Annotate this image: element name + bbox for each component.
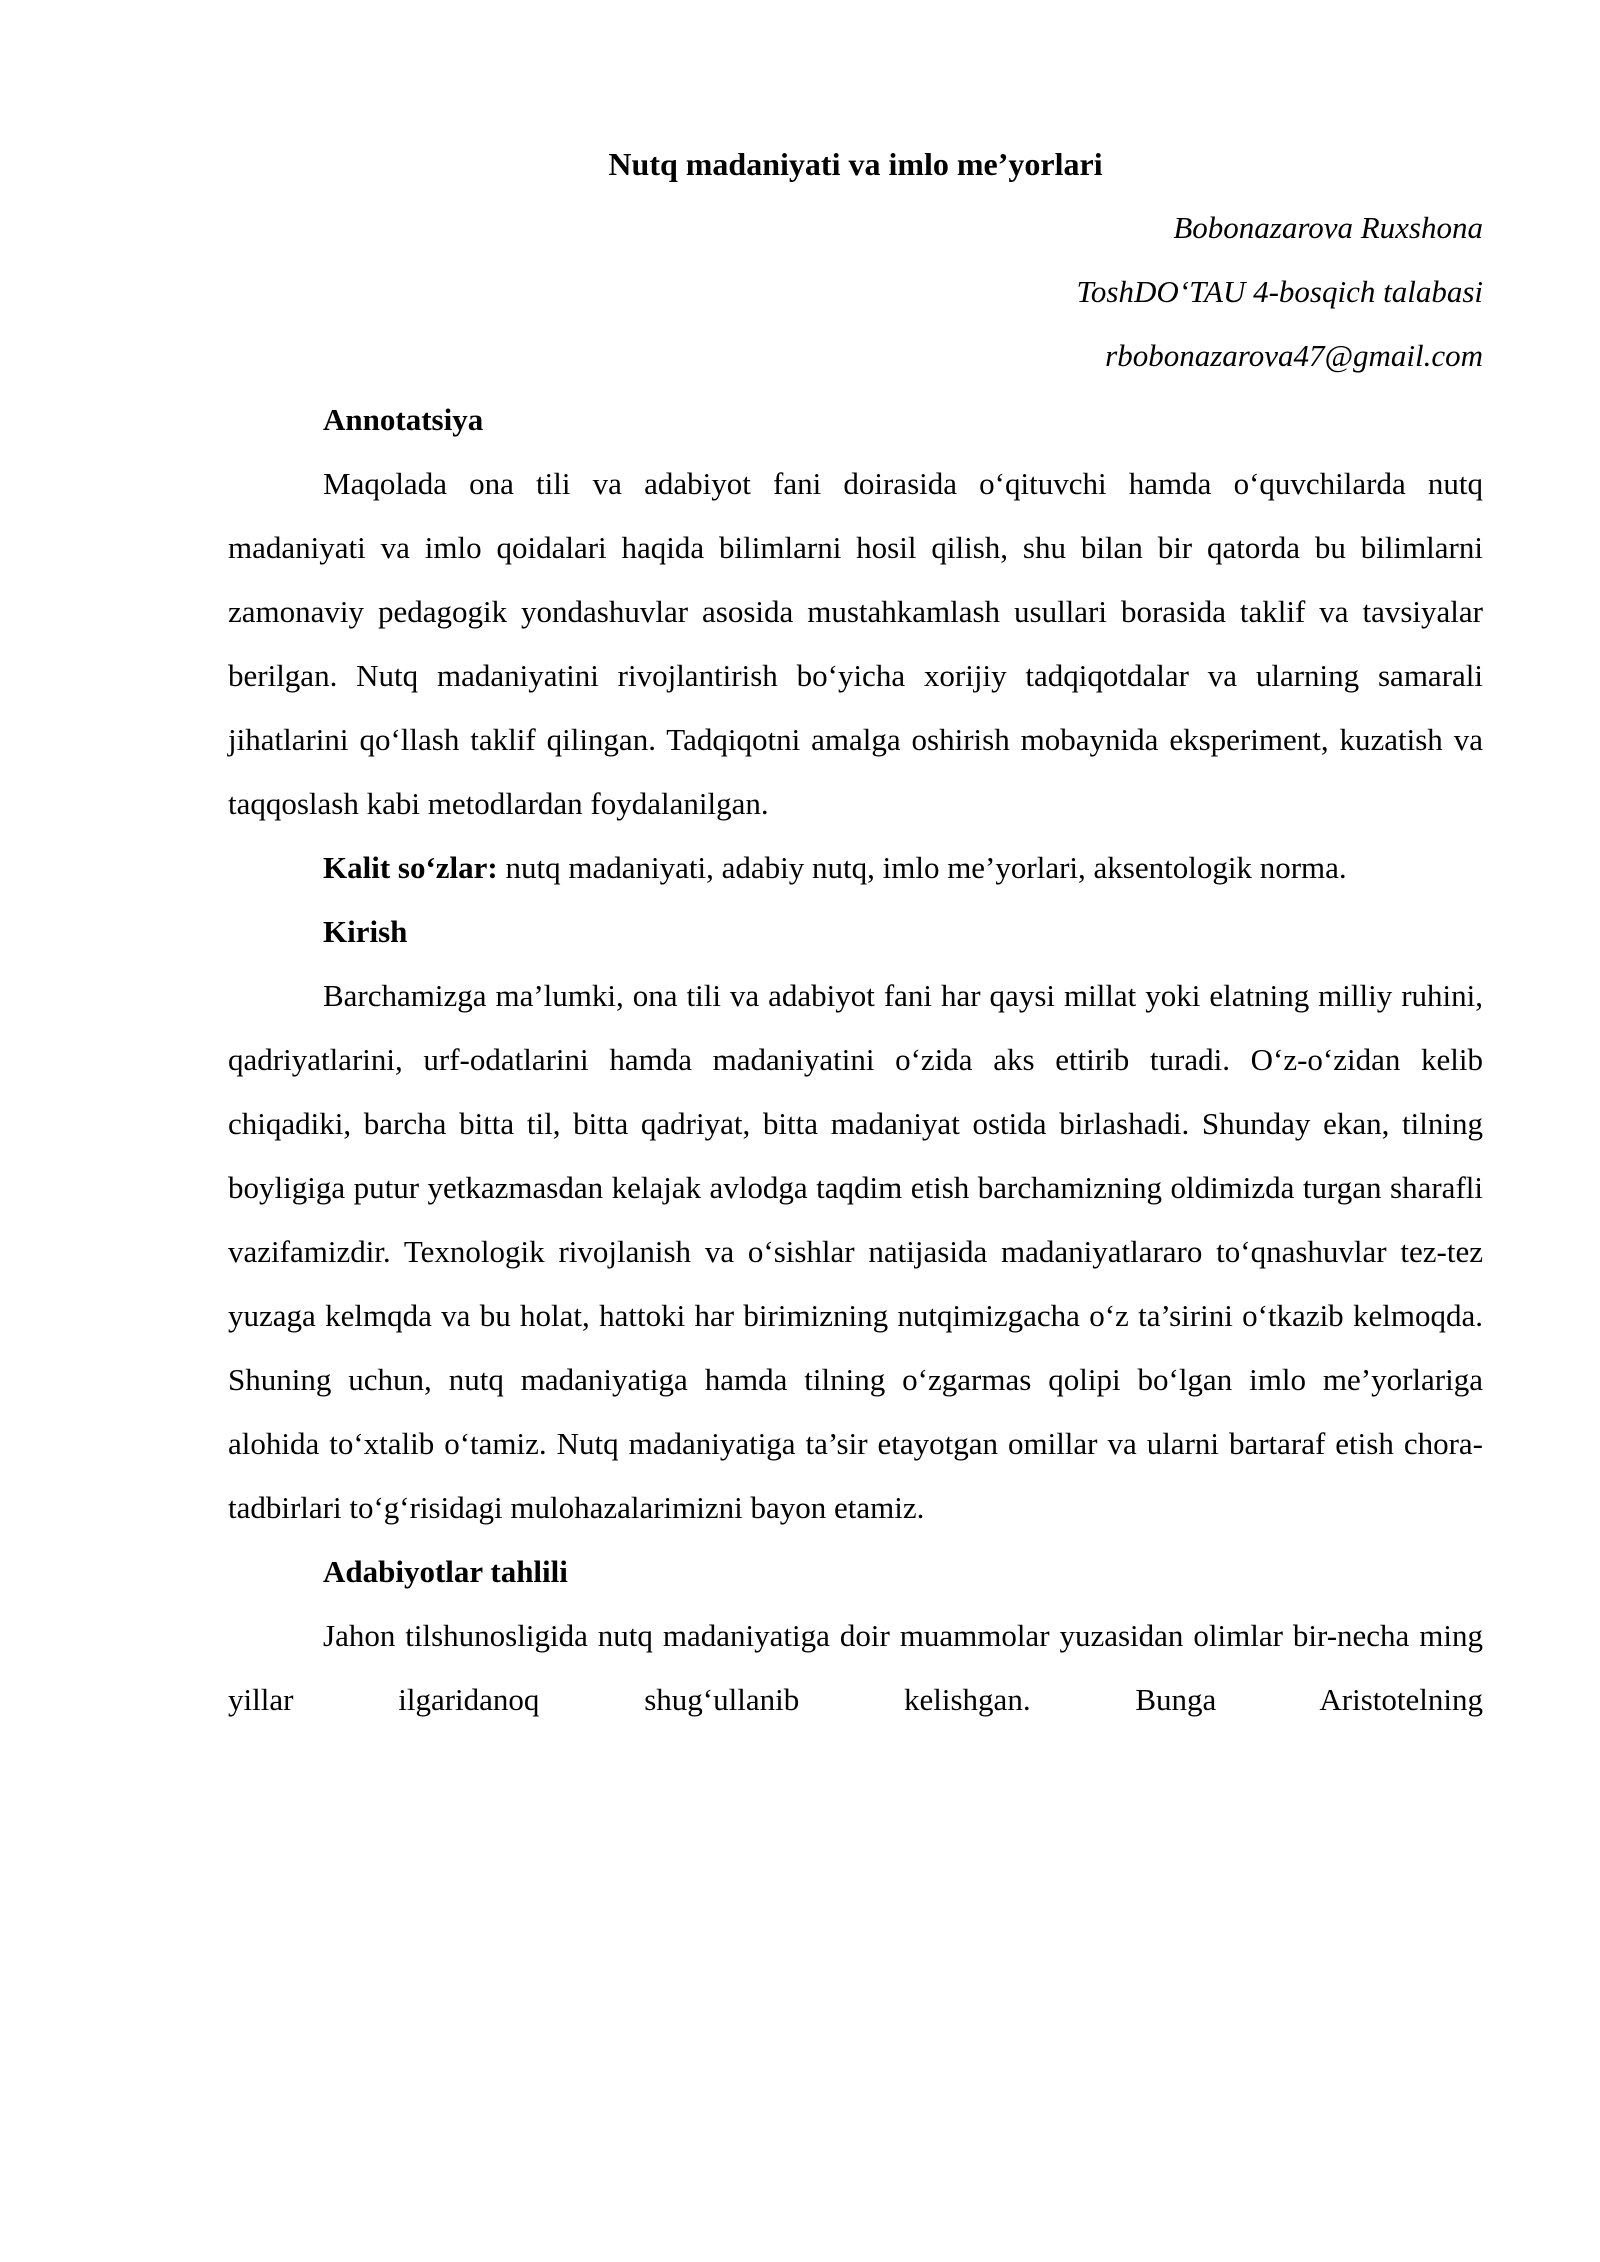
kirish-heading: Kirish [323, 914, 408, 949]
keywords-label: Kalit so‘zlar: [323, 850, 498, 885]
kirish-paragraph: Barchamizga ma’lumki, ona tili va adabiyot fani har qaysi millat yoki elatning milliy ruhini, qadriyatlarini, urf-odatlarini hamda madaniyatini o‘zida aks ettirib turadi. O‘z-o‘zidan kelib chiqadiki, barcha bitta til, bitta qadriyat, bitta madaniyat ostida birlashadi. Shunday ekan, tilning boyligiga putur yetkazmasdan kelajak avlodga taqdim etish barchamizning oldimizda turgan sharafli vazifamizdir. Texnologik rivojlanish va o‘sishlar natijasida madaniyatlararo to‘qnashuvlar tez-tez yuzaga kelmqda va bu holat, hattoki har birimizning nutqimizgacha o‘z ta’sirini o‘tkazib kelmoqda. Shuning uchun, nutq madaniyatiga hamda tilning o‘zgarmas qolipi bo‘lgan imlo me’yorlariga alohida to‘xtalib o‘tamiz. Nutq madaniyatiga ta’sir etayotgan omillar va ularni bartaraf etish chora-tadbirlari to‘g‘risidagi mulohazalarimizni bayon etamiz. [228, 978, 1483, 1525]
annotation-paragraph: Maqolada ona tili va adabiyot fani doirasida o‘qituvchi hamda o‘quvchilarda nutq madaniyati va imlo qoidalari haqida bilimlarni hosil qilish, shu bilan bir qatorda bu bilimlarni zamonaviy pedagogik yondashuvlar asosida mustahkamlash usullari borasida taklif va tavsiyalar berilgan. Nutq madaniyatini rivojlantirish bo‘yicha xorijiy tadqiqotdalar va ularning samarali jihatlarini qo‘llash taklif qilingan. Tadqiqotni amalga oshirish mobaynida eksperiment, kuzatish va taqqoslash kabi metodlardan foydalanilgan. [228, 466, 1483, 821]
keywords-text: nutq madaniyati, adabiy nutq, imlo me’yorlari, aksentologik norma. [505, 850, 1347, 885]
author-name: Bobonazarova Ruxshona [1173, 210, 1483, 245]
keywords-paragraph [228, 836, 1483, 900]
byline [228, 196, 1483, 388]
literature-paragraph: Jahon tilshunosligida nutq madaniyatiga doir muammolar yuzasidan olimlar bir-necha ming yillar ilgaridanoq shug‘ullanib kelishgan. Bunga Aristotelning [228, 1618, 1483, 1717]
author-email: rbobonazarova47@gmail.com [1105, 338, 1483, 373]
annotation-heading: Annotatsiya [323, 402, 484, 437]
article-title: Nutq madaniyati va imlo me’yorlari [608, 146, 1103, 182]
article [228, 132, 1483, 1732]
literature-heading: Adabiyotlar tahlili [323, 1554, 568, 1589]
author-affiliation: ToshDO‘TAU 4-bosqich talabasi [1076, 274, 1483, 309]
